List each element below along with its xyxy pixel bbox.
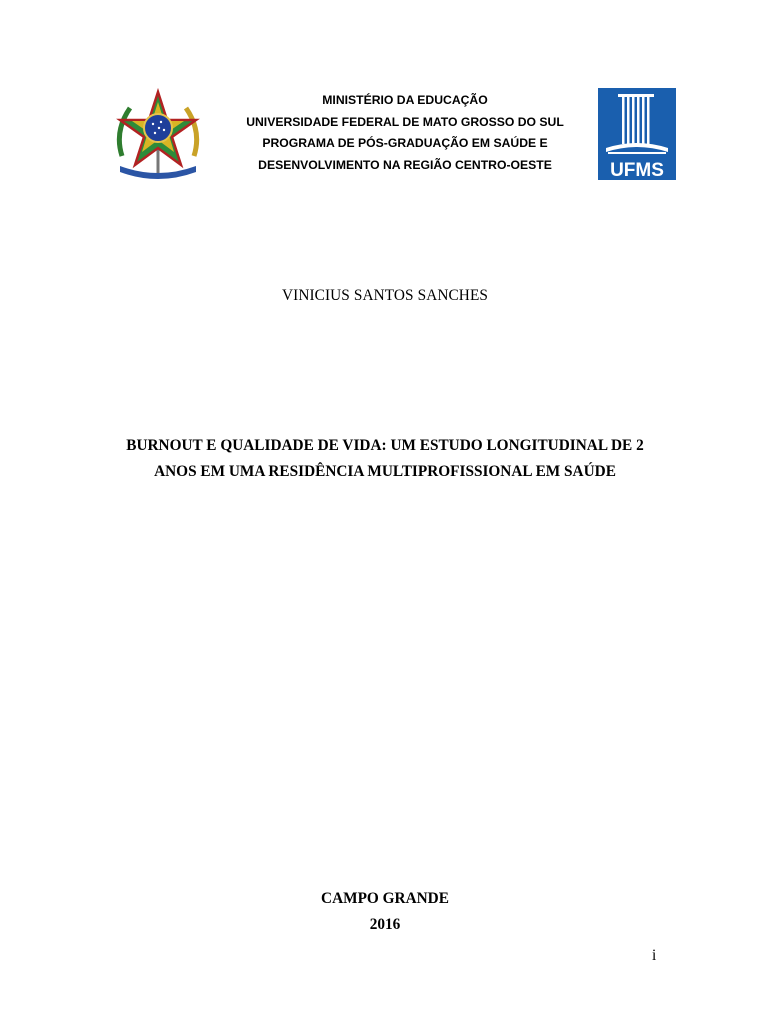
header-line-program-cont: DESENVOLVIMENTO NA REGIÃO CENTRO-OESTE <box>258 158 552 173</box>
city: CAMPO GRANDE <box>321 890 449 907</box>
header-line-ministry: MINISTÉRIO DA EDUCAÇÃO <box>322 93 488 107</box>
year: 2016 <box>369 916 401 933</box>
document-title <box>80 433 690 485</box>
ufms-logo-icon <box>598 88 676 180</box>
author-name: VINICIUS SANTOS SANCHES <box>281 287 488 304</box>
page-number: i <box>652 947 657 964</box>
institution-header <box>210 90 600 177</box>
ufms-logo-text: UFMS <box>610 160 664 180</box>
title-line-2: ANOS EM UMA RESIDÊNCIA MULTIPROFISSIONAL EM SAÚDE <box>154 463 616 480</box>
header-line-university: UNIVERSIDADE FEDERAL DE MATO GROSSO DO SUL <box>246 114 564 129</box>
header-line-program: PROGRAMA DE PÓS-GRADUAÇÃO EM SAÚDE E <box>262 136 548 151</box>
title-line-1: BURNOUT E QUALIDADE DE VIDA: UM ESTUDO LONGITUDINAL DE 2 <box>126 437 644 454</box>
brazil-coat-of-arms-icon <box>108 86 208 186</box>
